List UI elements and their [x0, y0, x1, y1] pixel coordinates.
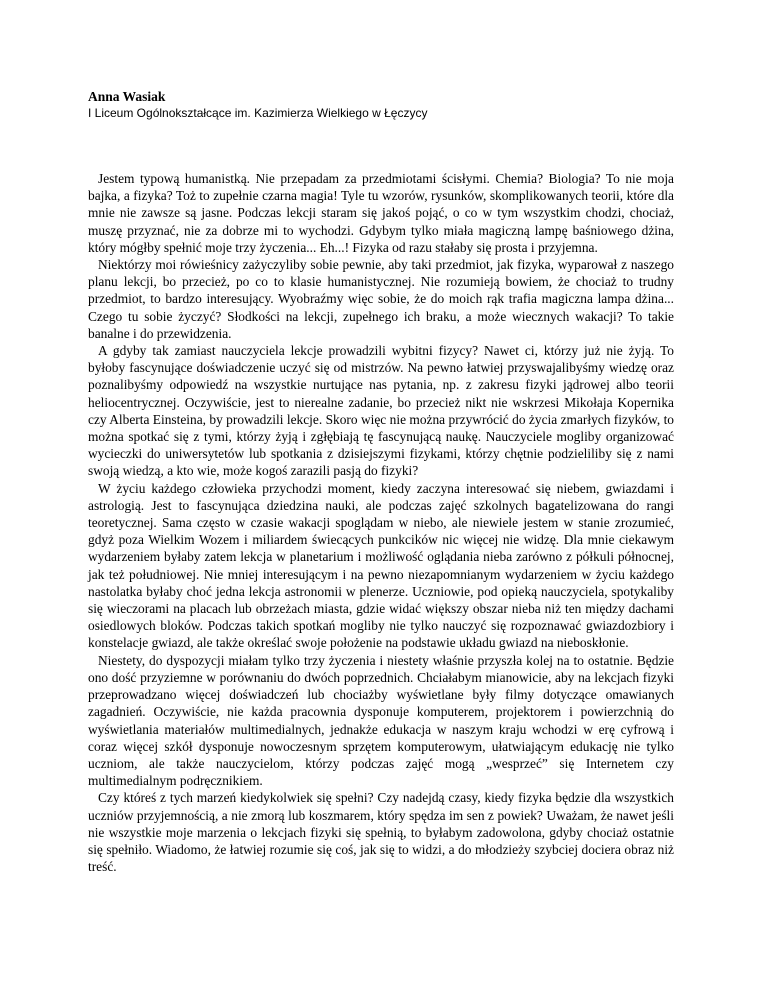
paragraph: Niektórzy moi rówieśnicy zażyczyliby sobie pewnie, aby taki przedmiot, jak fizyka, wyparował z naszego planu lekcji, bo przecież, po co to klasie humanistycznej. Nie rozumieją bowiem, że chociaż to trudny przedmiot, to bardzo interesujący. Wyobraźmy więc sobie, że do moich rąk trafia magiczna lampa dżina... Czego tu sobie życzyć? Słodkości na lekcji, zupełnego ich braku, a może wiecznych wakacji? To takie banalne i do przewidzenia.	[88, 257, 674, 341]
school-name: I Liceum Ogólnokształcące im. Kazimierza Wielkiego w Łęczycy	[88, 106, 428, 120]
essay-body	[88, 170, 674, 875]
paragraph: Czy któreś z tych marzeń kiedykolwiek się spełni? Czy nadejdą czasy, kiedy fizyka będzie dla wszystkich uczniów przyjemnością, a nie zmorą lub koszmarem, który spędza im sen z powiek? Uważam, że nawet jeśli nie wszystkie moje marzenia o lekcjach fizyki się spełnią, to byłabym zadowolona, gdyby chociaż ostatnie się spełniło. Wiadomo, że łatwiej rozumie się coś, jak się to widzi, a do młodzieży szybciej dociera obraz niż treść.	[88, 790, 674, 875]
document-page	[88, 88, 674, 875]
paragraph: A gdyby tak zamiast nauczyciela lekcje prowadzili wybitni fizycy? Nawet ci, którzy już nie żyją. To byłoby fascynujące doświadczenie uczyć się od mistrzów. Na pewno łatwiej przyswajalibyśmy wiedzę oraz poznalibyśmy odpowiedź na wszystkie nurtujące nas pytania, np. z zakresu fizyki jądrowej albo teorii heliocentrycznej. Oczywiście, jest to nierealne zadanie, bo przecież nikt nie wskrzesi Mikołaja Kopernika czy Alberta Einsteina, by prowadzili lekcje. Skoro więc nie można przywrócić do życia zmarłych fizyków, to można spotkać się z tymi, którzy żyją i zgłębiają tę fascynującą naukę. Nauczyciele mogliby organizować wycieczki do uniwersytetów lub spotkania z dzisiejszymi fizykami, którzy chętnie podzieliliby się z nami swoją wiedzą, a kto wie, może kogoś zarazili pasją do fizyki?	[88, 343, 674, 479]
paragraph: W życiu każdego człowieka przychodzi moment, kiedy zaczyna interesować się niebem, gwiazdami i astrologią. Jest to fascynująca dziedzina nauki, ale podczas zajęć szkolnych bagatelizowana do rangi teoretycznej. Sama często w czasie wakacji spoglądam w niebo, ale niewiele jestem w stanie zrozumieć, gdyż poza Wielkim Wozem i miliardem świecących punkcików nic więcej nie widzę. Dla mnie ciekawym wydarzeniem byłaby zatem lekcja w planetarium i możliwość oglądania nieba zarówno z półkuli północnej, jak też południowej. Nie mniej interesującym i na pewno niezapomnianym wydarzeniem w życiu każdego nastolatka byłaby choć jedna lekcja astronomii w plenerze. Uczniowie, pod opieką nauczyciela, spotykaliby się wieczorami na placach lub obrzeżach miasta, gdzie widać większy obszar nieba niż ten między dachami osiedlowych bloków. Podczas takich spotkań mogliby nie tylko nauczyć się rozpoznawać gwiazdozbiory i konstelacje gwiazd, ale także określać swoje położenie na podstawie układu gwiazd na nieboskłonie.	[88, 480, 674, 651]
paragraph: Jestem typową humanistką. Nie przepadam za przedmiotami ścisłymi. Chemia? Biologia? To nie moja bajka, a fizyka? Toż to zupełnie czarna magia! Tyle tu wzorów, rysunków, skomplikowanych teorii, które dla mnie nie zawsze są jasne. Podczas lekcji staram się jakoś pojąć, o co w tym wszystkim chodzi, chociaż, muszę przyznać, nie za dobrze mi to wychodzi. Gdybym tylko miała magiczną lampę baśniowego dżina, który mógłby spełnić moje trzy życzenia... Eh...! Fizyka od razu stałaby się prosta i przyjemna.	[88, 171, 674, 255]
author-name: Anna Wasiak	[88, 89, 166, 104]
paragraph: Niestety, do dyspozycji miałam tylko trzy życzenia i niestety właśnie przyszła kolej na to ostatnie. Będzie ono dość przyziemne w porównaniu do dwóch poprzednich. Chciałabym mianowicie, aby na lekcjach fizyki przeprowadzano więcej doświadczeń lub chociażby wyświetlane były filmy dotyczące omawianych zagadnień. Oczywiście, nie każda pracownia dysponuje komputerem, projektorem i powierzchnią do wyświetlania materiałów multimedialnych, jednakże edukacja w naszym kraju wchodzi w erę cyfrową i coraz więcej szkół dysponuje nowoczesnym sprzętem komputerowym, ułatwiającym edukację nie tylko uczniom, ale także nauczycielom, którzy podczas zajęć mogą „wesprzeć” się Internetem czy multimedialnym podręcznikiem.	[88, 652, 674, 789]
